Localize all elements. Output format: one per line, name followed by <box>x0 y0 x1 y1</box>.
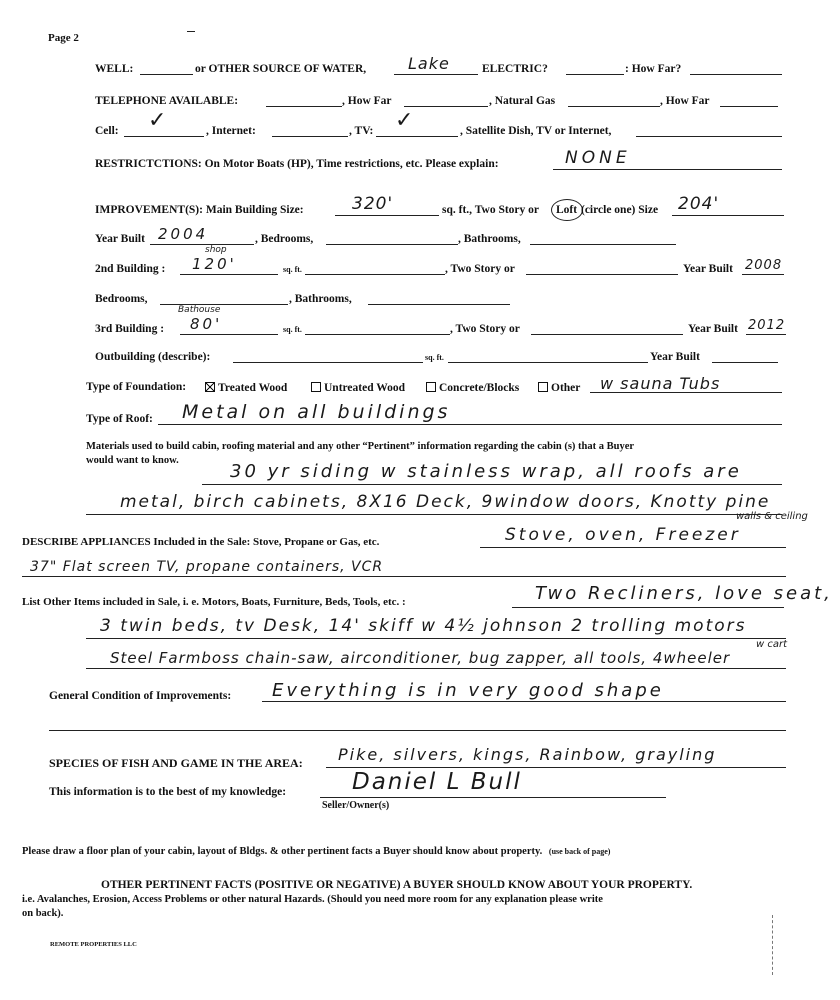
satellite-label: , Satellite Dish, TV or Internet, <box>460 125 612 137</box>
other-items-note: w cart <box>756 639 788 650</box>
floorplan-text-main: Please draw a floor plan of your cabin, layout of Bldgs. & other pertinent facts a Buyer should know about property. <box>22 846 543 857</box>
third-two-story-label: , Two Story or <box>450 323 520 335</box>
other-items-field-2[interactable] <box>86 638 786 639</box>
concrete-checkbox[interactable] <box>426 382 436 392</box>
other-facts-line-2: on back). <box>22 908 64 919</box>
third-size-value: 80' <box>190 315 223 333</box>
second-size-value: 120' <box>192 255 237 273</box>
water-source-value: Lake <box>408 54 450 73</box>
page-label: Page 2 <box>48 32 79 44</box>
year-built-field[interactable] <box>150 244 254 245</box>
signature-caption: Seller/Owner(s) <box>322 800 390 811</box>
loft-option: Loft <box>556 204 578 216</box>
condition-field-2[interactable] <box>49 730 786 731</box>
restrictions-value: NONE <box>565 148 631 168</box>
other-items-value-1: Two Recliners, love seat, <box>535 583 833 604</box>
cell-field[interactable] <box>124 136 204 137</box>
phone-how-far-field[interactable] <box>404 106 488 107</box>
restrictions-label: RESTRICTCTIONS: On Motor Boats (HP), Time restrictions, etc. Please explain: <box>95 158 499 170</box>
treated-wood-label: Treated Wood <box>218 382 288 394</box>
gas-how-far-label: , How Far <box>660 95 710 107</box>
roof-value: Metal on all buildings <box>182 401 451 423</box>
bathrooms2-field[interactable] <box>368 304 510 305</box>
foundation-other[interactable] <box>538 382 580 395</box>
well-label: WELL: <box>95 63 134 75</box>
water-source-field[interactable] <box>394 74 478 75</box>
materials-label-1: Materials used to build cabin, roofing material and any other “Pertinent” information regarding the cabin (s) that a Buyer <box>86 441 635 452</box>
phone-how-far-label: , How Far <box>342 95 392 107</box>
tv-label: , TV: <box>349 125 374 137</box>
gas-how-far-field[interactable] <box>720 106 778 107</box>
bathrooms2-label: , Bathrooms, <box>289 293 352 305</box>
second-year-label: Year Built <box>683 263 733 275</box>
appliances-field-2[interactable] <box>22 576 786 577</box>
species-value: Pike, silvers, kings, Rainbow, grayling <box>338 745 717 764</box>
floorplan-text <box>22 847 610 858</box>
roof-label: Type of Roof: <box>86 413 153 425</box>
species-label: SPECIES OF FISH AND GAME IN THE AREA: <box>49 756 303 770</box>
other-label: Other <box>551 382 581 394</box>
foundation-treated-wood[interactable] <box>205 382 287 395</box>
satellite-field[interactable] <box>636 136 782 137</box>
outbuilding-year-label: Year Built <box>650 351 700 363</box>
main-size-field[interactable] <box>335 215 439 216</box>
top-mark <box>187 31 195 32</box>
cell-label: Cell: <box>95 125 119 137</box>
materials-note: walls & ceiling <box>736 511 808 522</box>
other-facts-heading: OTHER PERTINENT FACTS (POSITIVE OR NEGATIVE) A BUYER SHOULD KNOW ABOUT YOUR PROPERTY. <box>101 879 693 891</box>
outbuilding-field[interactable] <box>233 362 423 363</box>
second-sqft-label: sq. ft. <box>283 265 302 274</box>
year-built-label: Year Built <box>95 233 145 245</box>
condition-label: General Condition of Improvements: <box>49 690 232 702</box>
roof-field[interactable] <box>158 424 782 425</box>
foundation-other-value: w sauna Tubs <box>600 374 721 393</box>
natural-gas-label: , Natural Gas <box>489 95 556 107</box>
circle-one-label: (circle one) Size <box>581 204 659 216</box>
two-story-label: sq. ft., Two Story or <box>442 204 540 216</box>
floorplan-note: (use back of page) <box>548 847 611 856</box>
second-size-field[interactable] <box>180 274 278 275</box>
signature-value: Daniel L Bull <box>352 769 522 795</box>
second-two-story-field[interactable] <box>526 274 678 275</box>
third-building-label: 3rd Building : <box>95 323 165 335</box>
year-built-value: 2004 <box>158 225 209 243</box>
electric-field[interactable] <box>566 74 624 75</box>
footer-company: REMOTE PROPERTIES LLC <box>50 941 137 948</box>
condition-field-1[interactable] <box>262 701 786 702</box>
other-facts-line-1: i.e. Avalanches, Erosion, Access Problems or other natural Hazards. (Should you need more room for any explanation please write <box>22 894 603 905</box>
improvements-label: IMPROVEMENT(S): Main Building Size: <box>95 204 304 216</box>
third-year-field[interactable] <box>746 334 786 335</box>
loft-size-value: 204' <box>678 194 720 214</box>
how-far-field[interactable] <box>690 74 782 75</box>
untreated-wood-checkbox[interactable] <box>311 382 321 392</box>
appliances-field-1[interactable] <box>480 547 786 548</box>
other-items-label: List Other Items included in Sale, i. e. Motors, Boats, Furniture, Beds, Tools, etc. : <box>22 596 406 608</box>
species-field[interactable] <box>326 767 786 768</box>
outbuilding-sqft-label: sq. ft. <box>425 353 444 362</box>
concrete-label: Concrete/Blocks <box>439 382 520 394</box>
third-sqft-label: sq. ft. <box>283 325 302 334</box>
second-building-label: 2nd Building : <box>95 263 166 275</box>
foundation-untreated-wood[interactable] <box>311 382 405 395</box>
third-sqft-field[interactable] <box>305 334 450 335</box>
appliances-value-2: 37" Flat screen TV, propane containers, VCR <box>30 559 384 575</box>
how-far-label: : How Far? <box>625 63 682 75</box>
third-year-label: Year Built <box>688 323 738 335</box>
outbuilding-label: Outbuilding (describe): <box>95 351 211 363</box>
bedrooms-field[interactable] <box>326 244 458 245</box>
other-items-value-3: Steel Farmboss chain-saw, airconditioner, bug zapper, all tools, 4wheeler <box>110 649 731 667</box>
third-two-story-field[interactable] <box>531 334 683 335</box>
bedrooms-label: , Bedrooms, <box>255 233 314 245</box>
electric-label: ELECTRIC? <box>482 63 548 75</box>
cell-check: ✓ <box>148 108 168 133</box>
second-year-value: 2008 <box>745 258 783 273</box>
restrictions-field[interactable] <box>553 169 782 170</box>
treated-wood-checkbox[interactable] <box>205 382 215 392</box>
well-field[interactable] <box>140 74 193 75</box>
main-size-value: 320' <box>352 194 394 214</box>
materials-field-1[interactable] <box>202 484 782 485</box>
outbuilding-year-field[interactable] <box>712 362 778 363</box>
other-checkbox[interactable] <box>538 382 548 392</box>
natural-gas-field[interactable] <box>568 106 660 107</box>
signature-field[interactable] <box>320 797 666 798</box>
foundation-label: Type of Foundation: <box>86 381 187 393</box>
bathrooms-label: , Bathrooms, <box>458 233 521 245</box>
telephone-label: TELEPHONE AVAILABLE: <box>95 95 239 107</box>
loft-circle <box>551 199 583 221</box>
untreated-wood-label: Untreated Wood <box>324 382 406 394</box>
third-building-note: Bathouse <box>178 305 221 315</box>
materials-label-2: would want to know. <box>86 455 179 466</box>
other-items-field-3[interactable] <box>86 668 786 669</box>
third-size-field[interactable] <box>180 334 278 335</box>
other-items-field-1[interactable] <box>512 607 784 608</box>
second-year-field[interactable] <box>742 274 784 275</box>
tv-check: ✓ <box>395 108 415 133</box>
signature-label: This information is to the best of my knowledge: <box>49 786 287 798</box>
materials-value-2: metal, birch cabinets, 8X16 Deck, 9window doors, Knotty pine <box>120 492 771 512</box>
outbuilding-sqft-field[interactable] <box>448 362 648 363</box>
foundation-concrete[interactable] <box>426 382 519 395</box>
second-building-note: shop <box>205 245 227 255</box>
other-items-value-2: 3 twin beds, tv Desk, 14' skiff w 4½ johnson 2 trolling motors <box>100 616 747 636</box>
telephone-field[interactable] <box>266 106 342 107</box>
materials-value-1: 30 yr siding w stainless wrap, all roofs are <box>230 461 742 482</box>
internet-field[interactable] <box>272 136 348 137</box>
third-year-value: 2012 <box>748 318 786 333</box>
loft-size-field[interactable] <box>672 215 784 216</box>
second-two-story-label: , Two Story or <box>445 263 515 275</box>
water-source-label: or OTHER SOURCE OF WATER, <box>195 63 367 75</box>
internet-label: , Internet: <box>206 125 256 137</box>
appliances-label: DESCRIBE APPLIANCES Included in the Sale: Stove, Propane or Gas, etc. <box>22 536 380 548</box>
margin-mark <box>772 915 773 975</box>
tv-field[interactable] <box>376 136 458 137</box>
condition-value: Everything is in very good shape <box>272 680 664 701</box>
materials-field-2[interactable] <box>86 514 782 515</box>
second-sqft-field[interactable] <box>305 274 445 275</box>
appliances-value-1: Stove, oven, Freezer <box>505 525 741 545</box>
bedrooms2-label: Bedrooms, <box>95 293 148 305</box>
bathrooms-field[interactable] <box>530 244 676 245</box>
